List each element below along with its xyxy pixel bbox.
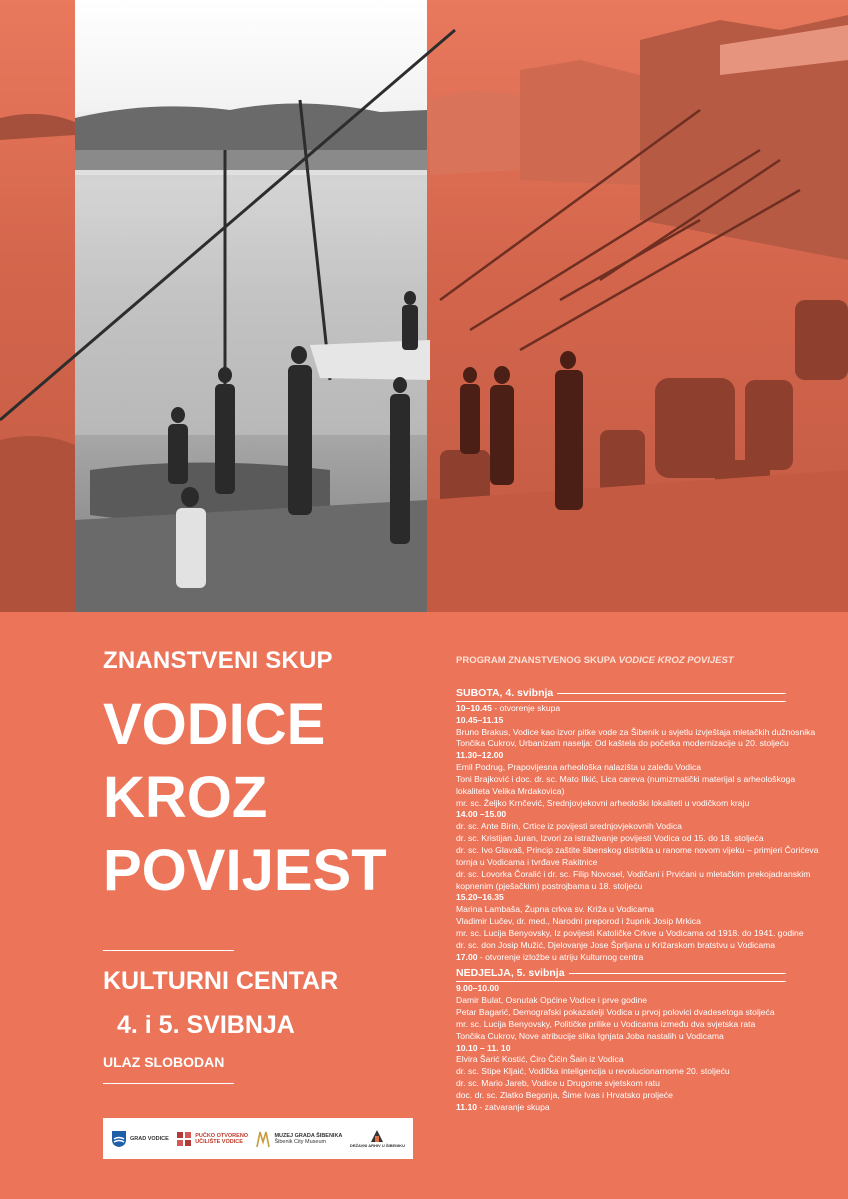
program-heading-em: VODICE KROZ POVIJEST [618, 655, 734, 666]
session-time: 14.00 –15.00 [456, 809, 507, 820]
program-row [456, 715, 786, 727]
program-row [456, 738, 789, 750]
session-text: Petar Bagarić, Demografski pokazatelji Vodica u prvoj polovici dvadesetoga stoljeća [456, 1007, 775, 1018]
session-text: Vladimir Lučev, dr. med., Narodni preporod i župnik Josip Mrkica [456, 916, 701, 927]
distant-coast [0, 114, 75, 140]
session-text: doc. dr. sc. Zlatko Begonja, Šime Ivas i Hrvatsko proljeće [456, 1090, 673, 1100]
day1-label: SUBOTA, 4. svibnja [456, 686, 554, 699]
program-row [456, 726, 816, 739]
session-text: dr. sc. Stipe Kljaić, Vodička inteligencija u revolucionarnome 20. stoljeću [456, 1066, 730, 1077]
program-row [456, 868, 811, 881]
logo-archive [350, 1129, 405, 1149]
program-row [456, 1043, 786, 1055]
program-row [456, 952, 786, 964]
program-row [456, 833, 786, 845]
session-text: Tončika Cukrov, Nove atribucije slika Ignjata Joba nastalih u Vodicama [456, 1030, 724, 1041]
session-text: mr. sc. Lucija Benyovsky, Političke prilike u Vodicama između dva svjetska rata [456, 1018, 756, 1029]
day1-rule [557, 693, 786, 694]
boat-left-edge [0, 436, 75, 612]
day2-sessions [456, 983, 786, 1113]
session-time: 10–10.45 [456, 702, 492, 713]
session-time: 10.45–11.15 [456, 714, 504, 725]
quay-right [427, 470, 848, 612]
program-row [456, 1031, 786, 1043]
venue: KULTURNI CENTAR [103, 967, 339, 995]
session-text: dr. sc. Mario Jareb, Vodice u Drugome svjetskom ratu [456, 1078, 660, 1089]
logo-city-label: GRAD VODICE [130, 1135, 169, 1142]
session-time: 11.10 [456, 1101, 478, 1112]
session-text: dr. sc. Kristijan Juran, Izvori za istraživanje povijesti Vodica od 15. do 18. stoljeća [456, 833, 764, 844]
logo-archive-line3: ŠIBENIKU [385, 1142, 405, 1148]
day2-underline [456, 981, 786, 982]
session-text: Elvira Šarić Kostić, Ćiro Čičin Šain iz Vodica [456, 1054, 624, 1065]
program-row [456, 773, 796, 786]
archive-building-icon [370, 1129, 384, 1143]
event-subtitle: ZNANSTVENI SKUP [103, 647, 333, 674]
session-text: dr. sc. Lovorka Čoralić i dr. sc. Filip Novosel, Vodičani i Prvićani u mletačkim prekojadranskim [456, 868, 811, 879]
session-time: 11.30–12.00 [456, 750, 504, 761]
session-text: Damir Bulat, Osnutak Općine Vodice i prve godine [456, 995, 648, 1006]
logo-museum-line2: Šibenik City Museum [274, 1138, 327, 1145]
sponsor-logos [103, 1118, 413, 1159]
program-row [456, 904, 786, 916]
program-row [456, 750, 786, 762]
puzzle-icon [176, 1131, 192, 1147]
building-1 [430, 90, 520, 175]
program-heading-text: PROGRAM ZNANSTVENOG SKUPA [456, 655, 616, 666]
day1-sessions [456, 702, 819, 964]
logo-archive-line2: ARHIV U [368, 1142, 385, 1148]
program-row [456, 762, 786, 774]
program-row [456, 798, 786, 810]
session-text: Bruno Brakus, Vodice kao izvor pitke vode za Šibenik u svjetlu izvještaja mletačkih dužnosnika [456, 726, 816, 737]
session-text: tornja u Vodicama i tvrđave Rakitnice [456, 856, 598, 867]
program-row [456, 1102, 786, 1114]
free-entry: ULAZ SLOBODAN [103, 1054, 225, 1070]
session-text: dr. sc. Ivo Glavaš, Princip zaštite šibenskog distrikta u ranome novom vijeku – primjeri Čorićeva [456, 844, 819, 855]
session-text: mr. sc. Željko Krnčević, Srednjovjekovni arheološki lokaliteti u vodičkom kraju [456, 797, 750, 808]
program-row [456, 892, 786, 904]
session-text: Marina Lambaša, Župna crkva sv. Križa u Vodicama [456, 904, 655, 915]
logo-puco [176, 1131, 248, 1147]
divider-top [103, 950, 234, 951]
program-row [456, 703, 786, 715]
program-row [456, 940, 786, 952]
day2-label: NEDJELJA, 5. svibnja [456, 967, 565, 980]
title-line-1: VODICE [103, 692, 326, 757]
session-time: 15.20–16.35 [456, 892, 504, 903]
session-text: dr. sc. Ante Birin, Crtice iz povijesti srednjovjekovnih Vodica [456, 821, 682, 832]
session-time: 10.10 – 11. 10 [456, 1042, 511, 1053]
session-text: - otvorenje izložbe u atriju Kulturnog centra [477, 951, 644, 962]
day2-header [456, 967, 786, 980]
program-schedule [456, 655, 819, 1114]
museum-m-icon [255, 1130, 271, 1148]
program-heading [456, 655, 786, 667]
day1-underline [456, 701, 786, 702]
logo-museum-line1: MUZEJ GRADA ŠIBENIKA [274, 1132, 343, 1139]
shore-buildings-bw [75, 150, 427, 170]
logo-museum [255, 1130, 342, 1148]
session-text: mr. sc. Lucija Benyovsky, Iz povijesti Katoličke Crkve u Vodicama od 1918. do 1941. godine [456, 927, 804, 938]
session-text: Emil Podrug, Prapovijesna arheološka nalazišta u zaleđu Vodica [456, 762, 702, 773]
program-row [456, 927, 804, 940]
session-text: lokaliteta Velika Mrdakovica) [456, 785, 565, 796]
program-row [456, 1090, 786, 1102]
city-crest-icon [111, 1130, 127, 1148]
program-row [456, 844, 819, 857]
event-title [103, 688, 423, 907]
program-row [456, 1019, 786, 1031]
session-text: - zatvaranje skupa [477, 1101, 550, 1112]
program-row [456, 809, 786, 821]
program-row [456, 995, 786, 1007]
session-text: dr. sc. don Josip Mužić, Djelovanje Jose Šprljana u Križarskom bratstvu u Vodicama [456, 939, 776, 950]
program-row [456, 1007, 786, 1019]
program-row [456, 983, 786, 995]
logo-school-line2: UČILIŠTE VODICE [195, 1138, 243, 1145]
program-row [456, 916, 786, 928]
session-text: kopnenim (pješačkim) postrojbama u 18. stoljeću [456, 880, 643, 891]
program-row [456, 1078, 786, 1090]
session-text: Tončika Cukrov, Urbanizam naselja: Od kaštela do početka modernizacije u 20. stoljeću [456, 738, 789, 749]
day2-rule [569, 973, 786, 974]
water-bw [75, 175, 427, 435]
program-row [456, 857, 786, 869]
divider-bottom [103, 1083, 234, 1084]
logo-archive-line1: DRŽAVNI [349, 1142, 368, 1148]
program-row [456, 1054, 786, 1066]
event-dates: 4. i 5. SVIBNJA [117, 1011, 295, 1039]
session-time: 17.00 [456, 951, 478, 962]
logo-school-line1: PUČKO OTVORENO [195, 1132, 249, 1139]
day1-header [456, 687, 786, 700]
logo-grad-vodice [111, 1130, 169, 1148]
title-line-2: KROZ [103, 765, 268, 830]
session-text: Toni Brajković i doc. dr. sc. Mato Ilkić, Lica careva (numizmatički materijal s arheološkoga [456, 773, 796, 784]
title-line-3: POVIJEST [103, 838, 387, 903]
program-row [456, 881, 786, 893]
session-time: 9.00–10.00 [456, 983, 500, 994]
session-text: - otvorenje skupa [491, 702, 561, 713]
program-row [456, 1066, 786, 1078]
program-row [456, 786, 786, 798]
program-row [456, 821, 786, 833]
